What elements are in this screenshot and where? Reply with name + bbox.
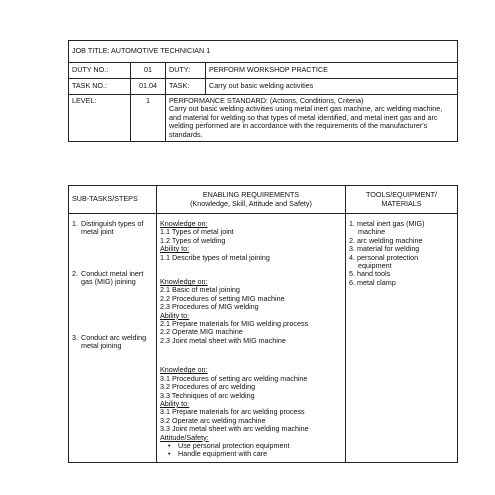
enabling-requirements-cell — [157, 214, 346, 463]
tool-item: machine — [358, 227, 386, 237]
ability-label: Ability to: — [160, 398, 190, 408]
tool-item: 3. material for welding — [349, 244, 420, 254]
ability-label: Ability to: — [160, 310, 190, 320]
level-value: 1 — [131, 95, 166, 142]
knowledge-label: Knowledge on: — [160, 365, 208, 375]
knowledge-item: 1.2 Types of welding — [160, 235, 226, 245]
requirements-group-3 — [160, 366, 342, 458]
performance-text: Carry out basic welding activities using metal inert gas machine, arc welding machine, and material for welding so that types of metal identified, and metal inert gas and arc welding performed are in accordance with the requirements of the manufacturer's standards. — [169, 104, 443, 139]
task-no-label: TASK NO.: — [69, 79, 131, 95]
tool-item: 5. hand tools — [349, 269, 391, 279]
column-header-tools: TOOLS/EQUIPMENT/ MATERIALS — [346, 186, 458, 214]
subtask-item: 2. Conduct metal inert gas (MIG) joining — [72, 268, 144, 287]
duty-label: DUTY: — [166, 63, 206, 79]
ability-item: 2.2 Operate MIG machine — [160, 327, 243, 337]
knowledge-label: Knowledge on: — [160, 219, 208, 228]
tool-item: 4. personal protection — [349, 252, 419, 262]
subtask-item: 1. Distinguish types of metal joint — [72, 219, 144, 237]
column-header-subtasks: SUB-TASKS/STEPS — [69, 186, 157, 214]
duty-value: PERFORM WORKSHOP PRACTICE — [206, 63, 458, 79]
subtasks-cell — [69, 214, 157, 463]
task-no-value: 01.04 — [131, 79, 166, 95]
ability-label: Ability to: — [160, 244, 190, 254]
ability-item: 1.1 Describe types of metal joining — [160, 252, 270, 262]
knowledge-item: 2.3 Procedures of MIG welding — [160, 302, 259, 312]
task-label: TASK: — [166, 79, 206, 95]
duty-no-value: 01 — [131, 63, 166, 79]
requirements-group-2 — [160, 278, 342, 345]
knowledge-item: 3.2 Procedures of arc welding — [160, 382, 256, 392]
attitude-item: • Use personal protection equipment — [160, 442, 342, 450]
tasks-table — [68, 185, 458, 463]
ability-item: 3.1 Prepare materials for arc welding process — [160, 407, 305, 417]
job-title: JOB TITLE: AUTOMOTIVE TECHNICIAN 1 — [69, 41, 458, 63]
knowledge-label: Knowledge on: — [160, 277, 208, 287]
ability-item: 3.2 Operate arc welding machine — [160, 415, 266, 425]
level-label: LEVEL: — [69, 95, 131, 142]
performance-standard — [166, 95, 458, 142]
ability-item: 2.3 Joint metal sheet with MIG machine — [160, 335, 286, 345]
task-value: Carry out basic welding activities — [206, 79, 458, 95]
knowledge-item: 2.2 Procedures of setting MIG machine — [160, 293, 285, 303]
ability-item: 3.3 Joint metal sheet with arc welding machine — [160, 424, 309, 434]
tool-item: 1. metal inert gas (MIG) — [349, 219, 425, 228]
knowledge-item: 3.1 Procedures of setting arc welding machine — [160, 373, 308, 383]
performance-title: PERFORMANCE STANDARD: (Actions, Conditions, Criteria) — [169, 96, 364, 105]
header-table — [68, 40, 458, 142]
requirements-group-1 — [160, 220, 342, 262]
subtask-item: 3. Conduct arc welding metal joining — [72, 332, 147, 351]
tools-cell — [346, 214, 458, 463]
attitude-item: • Handle equipment with care — [160, 450, 342, 458]
ability-item: 2.1 Prepare materials for MIG welding process — [160, 319, 309, 329]
duty-no-label: DUTY NO.: — [69, 63, 131, 79]
column-header-enabling: ENABLING REQUIREMENTS (Knowledge, Skill, Attitude and Safety) — [157, 186, 346, 214]
knowledge-item: 3.3 Techniques of arc welding — [160, 390, 255, 400]
tool-item: 2. arc welding machine — [349, 235, 423, 245]
knowledge-item: 1.1 Types of metal joint — [160, 227, 234, 237]
attitude-label: Attitude/Safety: — [160, 432, 209, 442]
knowledge-item: 2.1 Basic of metal joining — [160, 285, 240, 295]
tool-item: equipment — [358, 261, 392, 271]
tool-item: 6. metal clamp — [349, 277, 396, 287]
